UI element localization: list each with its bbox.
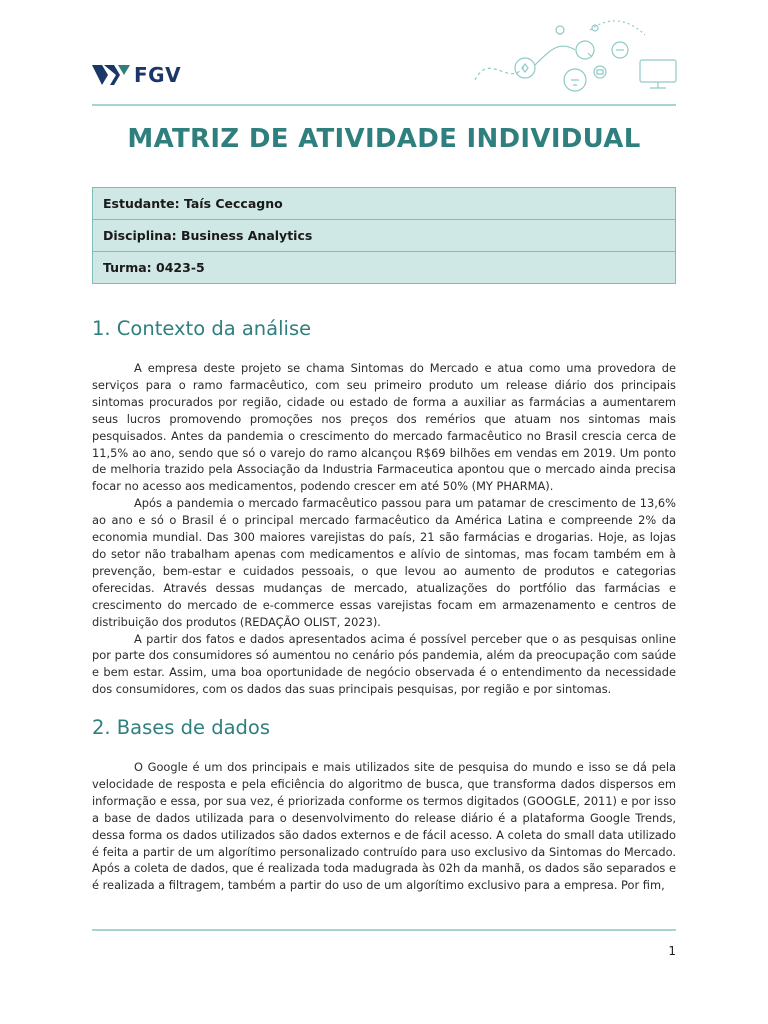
discipline-name: Disciplina: Business Analytics <box>93 220 676 252</box>
document-title: MATRIZ DE ATIVIDADE INDIVIDUAL <box>127 124 641 154</box>
monitor-icon <box>640 60 676 82</box>
table-row <box>93 220 676 252</box>
section-body-databases <box>92 759 676 894</box>
paragraph: A partir dos fatos e dados apresentados acima é possível perceber que o as pesquisas online por parte dos consumidores só aumentou no cenário pós pandemia, além da preocupação com saúde e bem estar. Assim, uma boa oportunidade de negócio observada é o entendimento da necessidade dos consumidores, com os dados das suas principais pesquisas, por região e por sintomas. <box>92 631 676 697</box>
student-name: Estudante: Taís Ceccagno <box>93 188 676 220</box>
fgv-logo <box>92 62 181 88</box>
gear-icon <box>515 58 535 78</box>
tech-doodle-illustration <box>470 10 680 100</box>
page-header <box>0 0 768 110</box>
section-body-context <box>92 360 676 698</box>
class-code: Turma: 0423-5 <box>93 252 676 284</box>
paragraph: Após a pandemia o mercado farmacêutico passou para um patamar de crescimento de 13,6% ao ano e só o Brasil é o principal mercado farmacêutico da América Latina e compreende 2% da economia mundial. Das 300 maiores varejistas do país, 21 são farmácias e drogarias. Hoje, as lojas do setor não trabalham apenas com medicamentos e alívio de sintomas, mas focam também em à prevenção, bem-estar e cuidados pessoais, o que levou ao aumento de produtos e categorias oferecidas. Através dessas mudanças de mercado, atualizações do portfólio das farmácias e crescimento do mercado de e-commerce essas varejistas focam em armazenamento e centros de distribuição dos produtos (REDAÇÃO OLIST, 2023). <box>92 496 676 629</box>
mail-icon <box>594 66 606 78</box>
paragraph: O Google é um dos principais e mais utilizados site de pesquisa do mundo e isso se dá pela velocidade de resposta e pela eficiência do algoritmo de busca, que transforma dados dispersos em informação e essa, por sua vez, é priorizada conforme os termos digitados (GOOGLE, 2011) e por isso a base de dados utilizada para o desenvolvimento do release diário é a plataforma Google Trends, dessa forma os dados utilizados são dados externos e de fácil acesso. A coleta do small data utilizado é feita a partir de um algorítimo personalizado contruído para uso exclusivo da Sintomas do Mercado. Após a coleta de dados, que é realizada toda madugrada às 02h da manhã, os dados são separados e é realizada a filtragem, também a partir do uso de um algorítimo exclusivo para a empresa. Por fim, <box>92 760 676 893</box>
fgv-logo-icon <box>92 65 130 85</box>
page-number: 1 <box>668 944 676 958</box>
student-info-table <box>92 187 676 284</box>
footer-divider <box>92 929 676 931</box>
section-heading-context: 1. Contexto da análise <box>92 317 312 340</box>
paragraph: A empresa deste projeto se chama Sintomas do Mercado e atua como uma provedora de serviços para o ramo farmacêutico, com seu primeiro produto um release diário dos principais sintomas procurados por região, cidade ou estado de forma a auxiliar as farmácias a aumentarem seus lucros promovendo promoções nos preços dos remérios que atuam nos sintomas mais pesquisados. Antes da pandemia o crescimento do mercado farmacêutico no Brasil crescia cerca de 11,5% ao ano, sendo que só o varejo do ramo alcançou R$69 bilhões em vendas em 2019. Um ponto de melhoria trazido pela Associação da Industria Farmaceutica apontou que o mercado ainda precisa focar no acesso aos medicamentos, podendo crescer em até 50% (MY PHARMA). <box>92 361 676 494</box>
table-row <box>93 188 676 220</box>
logo-text: FGV <box>134 63 182 87</box>
table-row <box>93 252 676 284</box>
section-heading-databases: 2. Bases de dados <box>92 716 271 739</box>
header-divider <box>92 104 676 106</box>
